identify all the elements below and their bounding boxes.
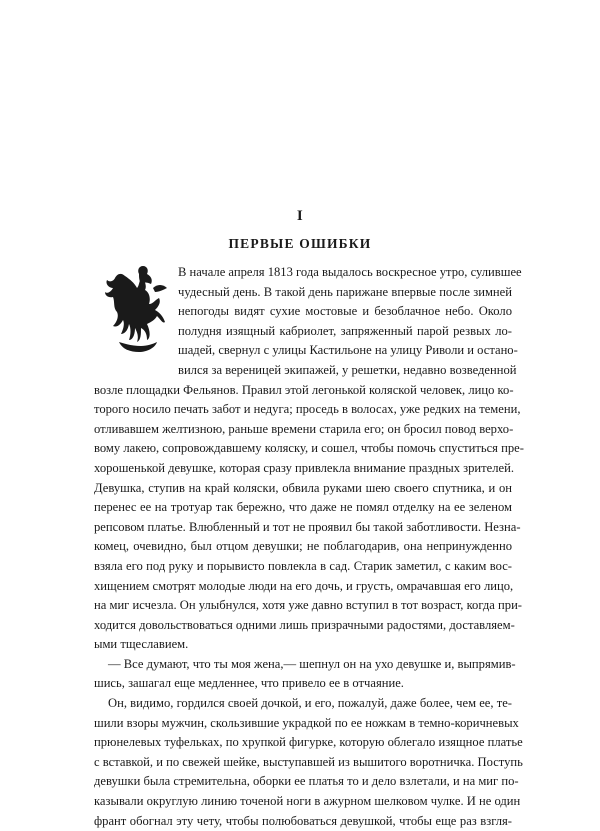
text-line: вому лакею, сопровождавшему коляску, и сошел, чтобы помочь спуститься пре- [94,441,524,456]
text-line: с вставкой, и по свежей шейке, выступавшей из вышитого воротничка. Поступь [94,754,523,769]
text-line: отливавшем желтизною, раньше времени старила его; он бросил повод верхо- [94,421,514,436]
text-line: ыми тщеславием. [94,637,189,652]
text-line: — Все думают, что ты моя жена,— шепнул он на ухо девушке и, выпрямив- [108,656,516,671]
text-line: В начале апреля 1813 года выдалось воскресное утро, сулившее [178,265,522,279]
text-line: девушки была стремительна, оборки ее платья то и дело взлетали, и на миг по- [94,774,519,789]
text-line: шили взоры мужчин, скользившие украдкой по ее ножкам в темно-коричневых [94,715,519,730]
chapter-number: I [296,208,304,224]
text-line: непогоды видят сухие мостовые и безоблачное небо. Около [178,304,512,319]
body-text [94,263,524,831]
text-line: франт обогнал эту чету, чтобы полюбоваться девушкой, чтобы еще раз взгля- [94,813,512,828]
text-line: Девушка, ступив на край коляски, обвила руками шею своего спутника, и он [94,480,512,495]
text-line: шадей, свернул с улицы Кастильоне на улицу Риволи и остано- [178,343,518,358]
text-line: возле площадки Фельянов. Правил этой легонькой коляской человек, лицо ко- [94,382,514,397]
text-line: комец, очевидно, был отцом девушки; не поблагодарив, она непринужденно [94,539,512,554]
text-line: хищением смотрят молодые люди на его дочь, и грусть, омрачавшая его лицо, [94,578,514,593]
text-line: чудесный день. В такой день парижане впервые после зимней [178,284,512,299]
text-line: хорошенькой девушке, которая сразу привлекла внимание праздных зрителей. [94,460,515,475]
text-line: прюнелевых туфельках, по хрупкой фигурке, которую облегало изящное платье [94,735,523,750]
text-line: репсовом платье. Влюбленный и тот не проявил бы такой заботливости. Незна- [94,519,521,534]
text-line: полудня изящный кабриолет, запряженный парой резвых ло- [178,323,512,338]
text-line: перенес ее на тротуар так бережно, что даже не помял отделку на ее зеленом [94,500,512,515]
text-line: шись, зашагал еще медленнее, что привело ее в отчаяние. [94,676,404,691]
text-line: на миг исчезла. Он улыбнулся, хотя уже давно вступил в тот возраст, когда при- [94,598,523,613]
text-line: вился за вереницей экипажей, у решетки, недавно возведенной [178,362,517,377]
text-line: ходится довольствоваться одними лишь призрачными радостями, доставляем- [94,617,515,632]
chapter-title: ПЕРВЫЕ ОШИБКИ [228,236,372,251]
text-line: казывали округлую линию точеной ноги в ажурном шелковом чулке. И не один [94,794,521,809]
text-line: торого носило печать забот и недуга; проседь в волосах, уже редких на темени, [94,402,521,417]
text-line: взяла его под руку и порывисто повлекла в сад. Старик заметил, с каким вос- [94,558,512,573]
text-line: Он, видимо, гордился своей дочкой, и его, пожалуй, даже более, чем ее, те- [108,696,512,711]
